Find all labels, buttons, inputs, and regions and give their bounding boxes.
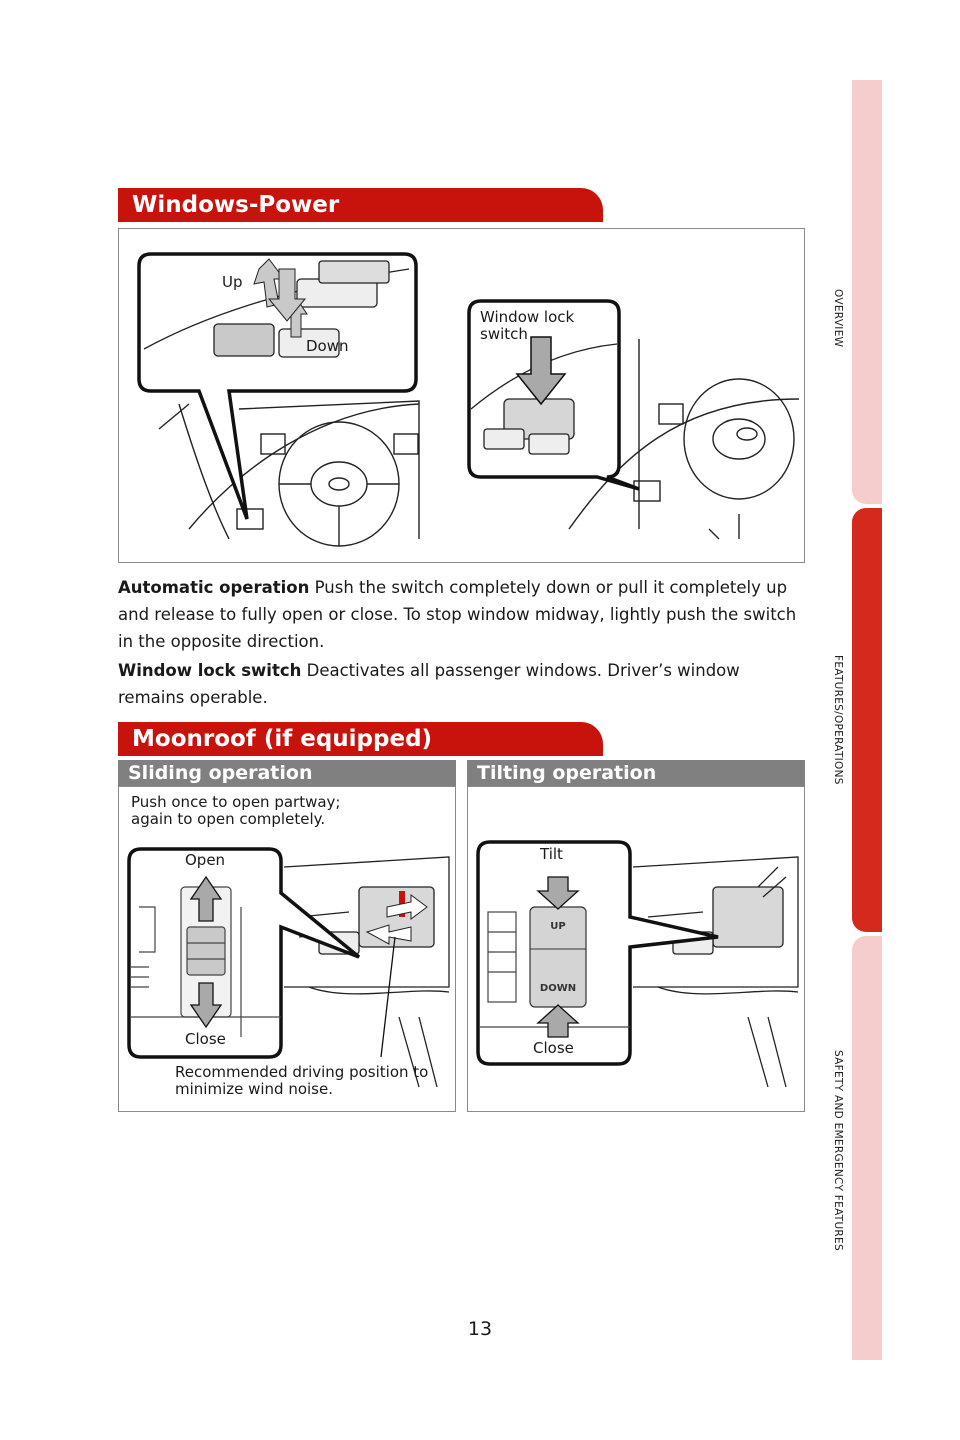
paragraph-window-lock-switch (118, 657, 808, 711)
side-tab-label-overview: OVERVIEW (832, 288, 844, 348)
term-automatic-operation: Automatic operation (118, 578, 310, 597)
callout-recommended-position: Recommended driving position to minimize wind noise. (175, 1063, 429, 1098)
section-title-moonroof: Moonroof (if equipped) (118, 722, 603, 756)
callout-down: Down (306, 337, 349, 355)
callout-window-lock-switch: Window lock switch (480, 308, 575, 343)
callout-up: Up (222, 273, 243, 291)
callout-tilting-close: Close (533, 1039, 574, 1057)
tilting-illustration (467, 786, 805, 1112)
switch-down-label: DOWN (539, 983, 577, 994)
side-tab-safety[interactable] (852, 936, 882, 1360)
callout-open: Open (185, 851, 226, 869)
callout-tilt: Tilt (540, 845, 563, 863)
side-tab-features-operations[interactable] (852, 508, 882, 932)
paragraph-automatic-operation (118, 574, 808, 655)
tilting-line-drawing (468, 787, 805, 1112)
side-tab-label-features: FEATURES/OPERATIONS (832, 655, 844, 785)
text-automatic-operation: Push the switch completely down or pull it completely up and release to fully open or close. To stop window midway, lightly push the switch in the opposite direction. (118, 578, 797, 651)
subhead-sliding-operation: Sliding operation (118, 760, 456, 786)
term-window-lock-switch: Window lock switch (118, 661, 302, 680)
callout-sliding-close: Close (185, 1030, 226, 1048)
page-number: 13 (467, 1318, 493, 1340)
section-title-windows: Windows-Power (118, 188, 603, 222)
subhead-tilting-operation: Tilting operation (467, 760, 805, 786)
side-tab-overview[interactable] (852, 80, 882, 504)
sliding-note: Push once to open partway; again to open completely. (131, 793, 341, 828)
text-window-lock-switch: Deactivates all passenger windows. Driver’s window remains operable. (118, 661, 740, 707)
side-tab-label-safety: SAFETY AND EMERGENCY FEATURES (832, 1049, 844, 1251)
switch-up-label: UP (550, 921, 566, 932)
